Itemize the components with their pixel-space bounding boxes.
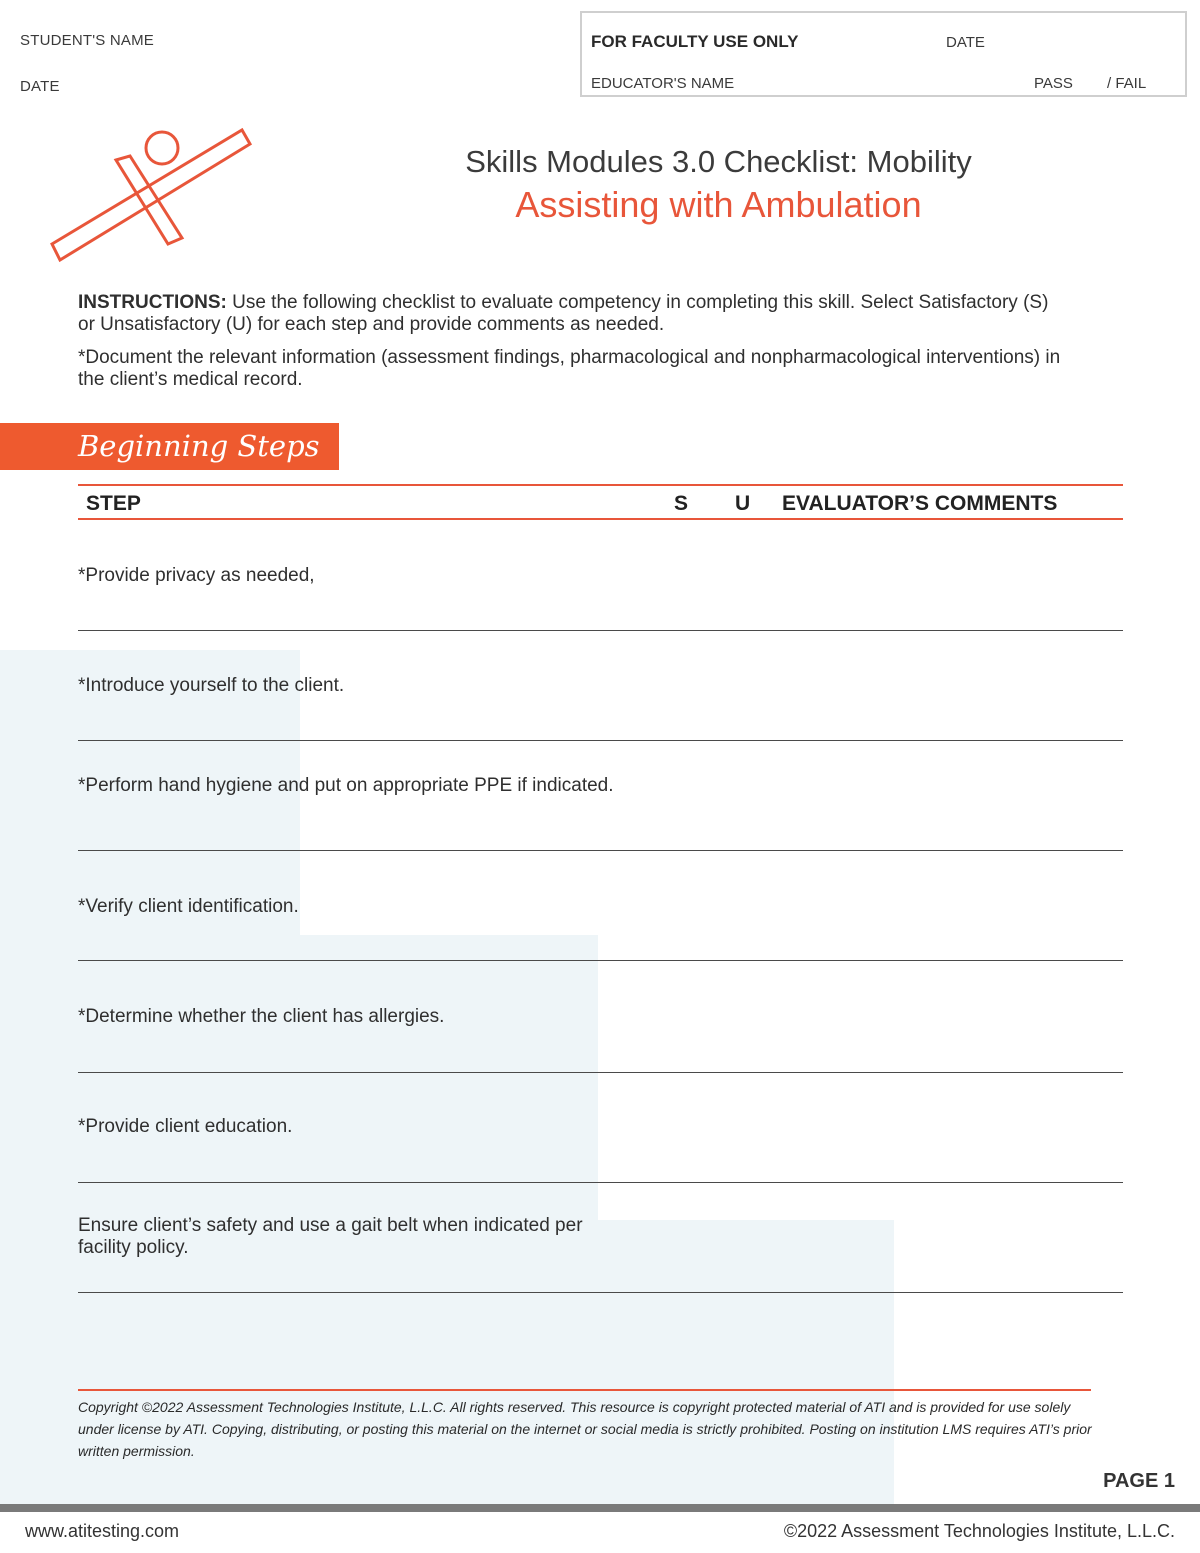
footer-divider bbox=[0, 1504, 1200, 1512]
instructions-text: Use the following checklist to evaluate competency in completing this skill. Select Satisfactory (S) or Unsatisfactory (U) for each step and provide comments as needed. bbox=[78, 292, 1049, 335]
faculty-box bbox=[580, 11, 1187, 97]
instructions bbox=[78, 292, 1068, 336]
step-text: *Provide client education. bbox=[78, 1116, 293, 1137]
step-text: *Introduce yourself to the client. bbox=[78, 675, 345, 696]
table-row bbox=[78, 1183, 1123, 1293]
step-text: *Perform hand hygiene and put on appropriate PPE if indicated. bbox=[78, 775, 614, 796]
page-number: PAGE 1 bbox=[1103, 1470, 1175, 1492]
section-banner bbox=[0, 423, 339, 470]
faculty-box-title: FOR FACULTY USE ONLY bbox=[591, 32, 799, 51]
fail-label: / FAIL bbox=[1107, 75, 1147, 92]
table-row bbox=[78, 631, 1123, 741]
section-title: Beginning Steps bbox=[78, 429, 320, 463]
footer-company: ©2022 Assessment Technologies Institute, L.L.C. bbox=[783, 1521, 1175, 1541]
step-column-header: STEP bbox=[86, 492, 141, 515]
documentation-note: *Document the relevant information (assessment findings, pharmacological and nonpharmacological interventions) in the client’s medical record. bbox=[78, 347, 1061, 390]
step-text: *Provide privacy as needed, bbox=[78, 565, 315, 586]
table-header bbox=[78, 484, 1123, 520]
table-row bbox=[78, 961, 1123, 1073]
copyright-divider bbox=[78, 1389, 1091, 1391]
page-subtitle: Assisting with Ambulation bbox=[515, 184, 922, 225]
copyright-notice: Copyright ©2022 Assessment Technologies Institute, L.L.C. All rights reserved. This resource is copyright protected material of ATI and is provided for use solely under license by ATI. Copying, distributing, or posting this material on the internet or social media is strictly prohibited. Posting on institution LMS requires ATI’s prior written permission. bbox=[78, 1399, 1092, 1459]
table-row bbox=[78, 851, 1123, 961]
educator-name-label: EDUCATOR'S NAME bbox=[591, 75, 735, 92]
student-name-label: STUDENT'S NAME bbox=[20, 32, 155, 49]
table-row bbox=[78, 1073, 1123, 1183]
comments-column-header: EVALUATOR’S COMMENTS bbox=[782, 492, 1058, 515]
u-column-header: U bbox=[735, 492, 751, 515]
date-label: DATE bbox=[20, 78, 60, 95]
step-text: *Determine whether the client has allergies. bbox=[78, 1006, 445, 1027]
s-column-header: S bbox=[674, 492, 689, 515]
table-row bbox=[78, 741, 1123, 851]
page-title: Skills Modules 3.0 Checklist: Mobility bbox=[465, 144, 972, 179]
step-text: Ensure client’s safety and use a gait belt when indicated per facility policy. bbox=[78, 1215, 583, 1258]
footer-website-link[interactable]: www.atitesting.com bbox=[25, 1521, 180, 1541]
faculty-date-label: DATE bbox=[946, 34, 985, 51]
pass-label: PASS bbox=[1034, 75, 1073, 92]
step-text: *Verify client identification. bbox=[78, 896, 299, 917]
table-row bbox=[78, 520, 1123, 631]
instructions-lead: INSTRUCTIONS: bbox=[78, 292, 227, 313]
